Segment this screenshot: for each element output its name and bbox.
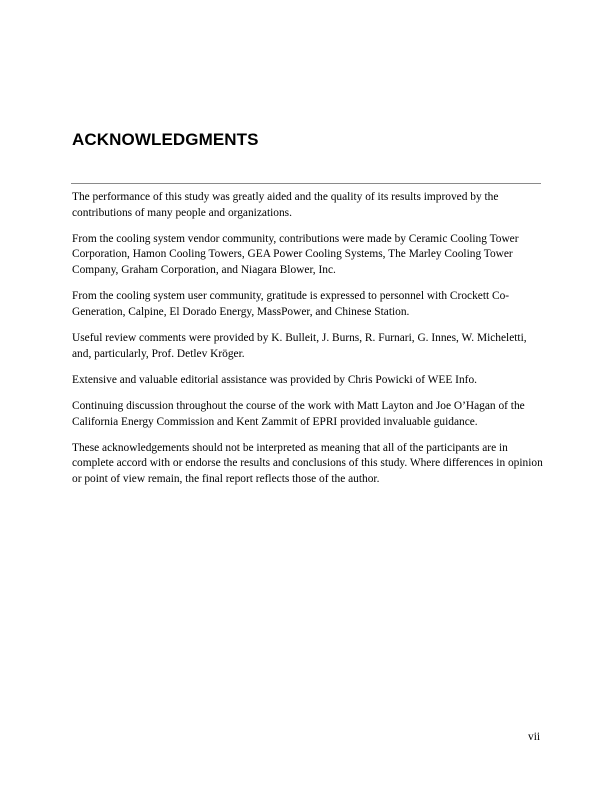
paragraph-editorial-assistance: Extensive and valuable editorial assistance was provided by Chris Powicki of WEE Info. — [72, 373, 478, 386]
page-title: ACKNOWLEDGMENTS — [72, 130, 259, 149]
paragraph-study-contributions: The performance of this study was greatly aided and the quality of its results improved by the contributions of many people and organizations. — [72, 191, 499, 219]
acknowledgments-body — [72, 190, 546, 498]
paragraph-user-community: From the cooling system user community, gratitude is expressed to personnel with Crockett Co-Generation, Calpine, El Dorado Energy, MassPower, and Chinese Station. — [72, 290, 510, 318]
paragraph-vendor-community: From the cooling system vendor community, contributions were made by Ceramic Cooling Tower Corporation, Hamon Cooling Towers, GEA Power Cooling Systems, The Marley Cooling Tower Company, Graham Corporation, and Niagara Blower, Inc. — [72, 232, 519, 276]
paragraph-review-comments: Useful review comments were provided by K. Bulleit, J. Burns, R. Furnari, G. Innes, W. Micheletti, and, particularly, Prof. Detlev Kröger. — [72, 331, 527, 360]
heading-divider — [71, 183, 541, 184]
paragraph-continuing-discussion: Continuing discussion throughout the course of the work with Matt Layton and Joe O’Hagan of the California Energy Commission and Kent Zammit of EPRI provided invaluable guidance. — [72, 399, 525, 428]
paragraph-disclaimer: These acknowledgements should not be interpreted as meaning that all of the participants are in complete accord with or endorse the results and conclusions of this study. Where differences in opinion or point of view remain, the final report reflects those of the author. — [72, 441, 543, 485]
page-number: vii — [528, 731, 541, 743]
